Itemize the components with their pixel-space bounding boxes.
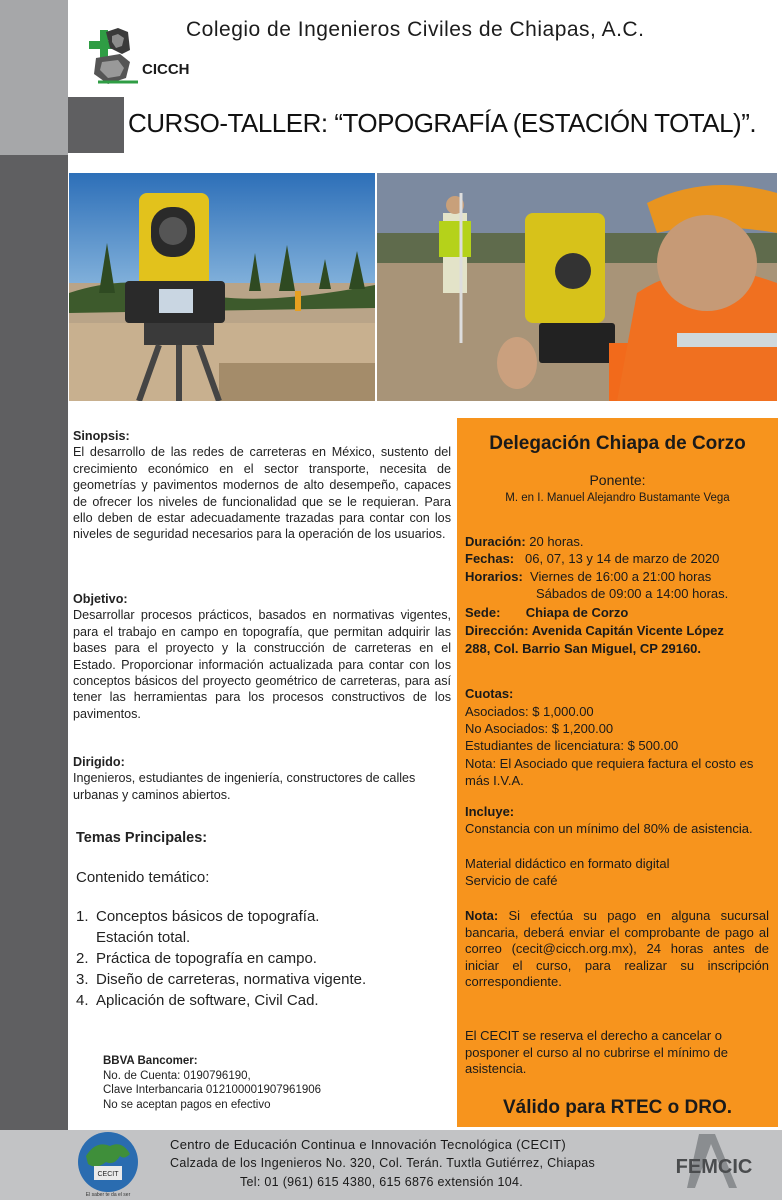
sidebar-stripe bbox=[0, 0, 68, 1130]
fees-label: Cuotas: bbox=[465, 686, 514, 701]
directed-text: Ingenieros, estudiantes de ingeniería, constructores de calles urbanas y caminos abiertos. bbox=[73, 771, 416, 802]
bank-no-cash: No se aceptan pagos en efectivo bbox=[103, 1098, 271, 1111]
topics-list bbox=[76, 906, 366, 1011]
dates-line: Fechas: 06, 07, 13 y 14 de marzo de 2020 bbox=[465, 551, 720, 566]
address-line: Dirección: Avenida Capitán Vicente López bbox=[465, 623, 724, 638]
bank-name: BBVA Bancomer: bbox=[103, 1055, 198, 1067]
bank-info bbox=[103, 1054, 321, 1112]
speaker-name: M. en I. Manuel Alejandro Bustamante Vega bbox=[505, 492, 730, 504]
total-station-photo bbox=[69, 173, 375, 401]
surveyors-photo bbox=[377, 173, 777, 401]
duration-line: Duración: 20 horas. bbox=[465, 534, 584, 549]
topics-heading: Temas Principales: bbox=[76, 830, 208, 846]
include-certificate: Constancia con un mínimo del 80% de asistencia. bbox=[465, 821, 753, 836]
include-coffee: Servicio de café bbox=[465, 873, 558, 888]
org-name: Colegio de Ingenieros Civiles de Chiapas, A.C. bbox=[186, 18, 645, 41]
femcic-logo bbox=[655, 1130, 773, 1196]
synopsis-label: Sinopsis: bbox=[73, 429, 130, 443]
fee-students: Estudiantes de licenciatura: $ 500.00 bbox=[465, 738, 679, 753]
footer-phone: Tel: 01 (961) 615 4380, 615 6876 extensión 104. bbox=[240, 1175, 524, 1189]
objective-section bbox=[73, 591, 451, 722]
includes-label: Incluye: bbox=[465, 804, 515, 819]
list-item: 3. Diseño de carreteras, normativa vigente. bbox=[76, 971, 367, 988]
fee-note: Nota: El Asociado que requiera factura el costo es más I.V.A. bbox=[465, 756, 754, 788]
cecit-logo bbox=[74, 1126, 142, 1198]
synopsis-section bbox=[73, 428, 451, 543]
payment-note: Nota: Si efectúa su pago en alguna sucursal bancaria, deberá enviar el comprobante de pago al correo (cecit@cicch.org.mx), 24 horas antes de iniciar el curso, para realizar su inscripción correspondiente. bbox=[465, 908, 769, 989]
svg-text:El saber te da el ser: El saber te da el ser bbox=[85, 1192, 131, 1198]
footer-address: Calzada de los Ingenieros No. 320, Col. Terán. Tuxtla Gutiérrez, Chiapas bbox=[170, 1156, 596, 1170]
validity-banner: Válido para RTEC o DRO. bbox=[502, 1097, 733, 1118]
synopsis-text: El desarrollo de las redes de carreteras en México, sustento del crecimiento económico en el sector transporte, necesita de geometrías y pavimentos modernos de alto desempeño, capaces de ofrecer los niveles de funcionalidad que se le requieran. Para ello deben de estar adecuadamente trazadas para contar con los niveles de seguridad necesarios para la operación de los usuarios. bbox=[73, 445, 451, 542]
svg-text:FEMCIC: FEMCIC bbox=[675, 1156, 753, 1178]
bank-account: No. de Cuenta: 0190796190, bbox=[103, 1069, 251, 1082]
schedule-line: Horarios: Viernes de 16:00 a 21:00 horas bbox=[465, 569, 712, 584]
venue-line: Sede: Chiapa de Corzo bbox=[465, 605, 629, 620]
svg-text:CECIT: CECIT bbox=[97, 1171, 119, 1178]
topics-subheading: Contenido temático: bbox=[76, 869, 210, 886]
list-item: 4. Aplicación de software, Civil Cad. bbox=[76, 992, 319, 1009]
logo-text: CICCH bbox=[142, 61, 190, 78]
footer-center-name: Centro de Educación Continua e Innovación Tecnológica (CECIT) bbox=[170, 1137, 566, 1152]
cancel-note: El CECIT se reserva el derecho a cancelar o posponer el curso al no cubrirse el mínimo de asistencia. bbox=[465, 1028, 729, 1076]
address-line-2: 288, Col. Barrio San Miguel, CP 29160. bbox=[465, 641, 702, 656]
delegation-title: Delegación Chiapa de Corzo bbox=[489, 433, 746, 454]
list-item: 1. Conceptos básicos de topografía. Estación total. bbox=[76, 908, 320, 946]
sidebar-stripe-light bbox=[0, 0, 68, 155]
fee-members: Asociados: $ 1,000.00 bbox=[465, 704, 594, 719]
list-item: 2. Práctica de topografía en campo. bbox=[76, 950, 317, 967]
directed-section bbox=[73, 754, 451, 803]
bank-clabe: Clave Interbancaria 012100001907961906 bbox=[103, 1084, 322, 1096]
course-title: CURSO-TALLER: “TOPOGRAFÍA (ESTACIÓN TOTAL)”. bbox=[128, 108, 757, 138]
title-accent-bar bbox=[68, 97, 124, 153]
cicch-logo bbox=[86, 26, 198, 88]
schedule-line-2: Sábados de 09:00 a 14:00 horas. bbox=[536, 586, 729, 601]
fee-non-members: No Asociados: $ 1,200.00 bbox=[465, 721, 614, 736]
objective-text: Desarrollar procesos prácticos, basados en normativas vigentes, para el trabajo en campo en topografía, que permitan adquirir las bases para el proyecto y la construcción de carreteras en el Estado. Proporcionar información actualizada para contar con los conceptos básicos del proyecto geométrico de carreteras, para así tener las herramientas para los procesos constructivos de los pavimentos. bbox=[73, 608, 451, 721]
directed-label: Dirigido: bbox=[73, 755, 125, 769]
objective-label: Objetivo: bbox=[73, 592, 128, 606]
speaker-label: Ponente: bbox=[589, 472, 646, 488]
include-material: Material didáctico en formato digital bbox=[465, 856, 670, 871]
